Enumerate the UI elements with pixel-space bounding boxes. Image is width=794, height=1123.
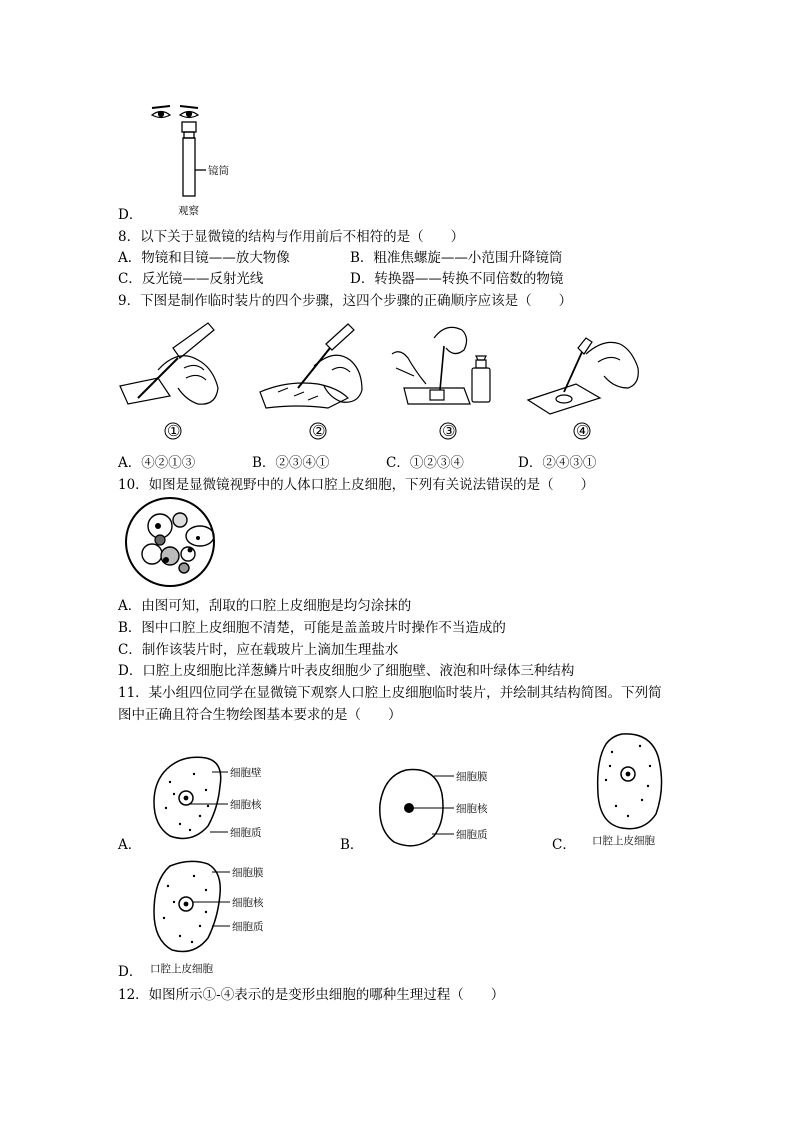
q11-option-a: A． [118,837,142,853]
q9-option-c: C．①②③④ [386,455,464,471]
q9-option-b: B．②③④① [252,455,330,471]
step-2-figure [258,318,378,448]
q9-option-a: A．④②①③ [118,455,196,471]
q9-option-d: D．②④③① [518,455,597,471]
cell-figure-c [588,730,678,850]
q11-option-c: C． [552,837,576,853]
fig-a-label-3: 细胞质 [230,827,262,839]
q11-stem-line1: 11．某小组四位同学在显微镜下观察人口腔上皮细胞临时装片，并绘制其结构简图。下列简 [118,685,662,701]
q10-option-b: B．图中口腔上皮细胞不清楚，可能是盖盖玻片时操作不当造成的 [118,620,506,636]
q8-option-d: D．转换器——转换不同倍数的物镜 [350,271,564,287]
fig-b-label-1: 细胞膜 [456,771,488,783]
q11-stem-line2: 图中正确且符合生物绘图基本要求的是（ ） [118,707,402,723]
step-3-figure [390,318,510,448]
fig-d-label-1: 细胞膜 [232,867,264,879]
microscope-field-figure [118,496,228,592]
cell-figure-a [150,752,280,848]
step-3-label: ③ [442,422,456,440]
q7-option-d: D． [118,207,143,223]
tube-label: 镜筒 [208,165,229,177]
q10-stem: 10．如图是显微镜视野中的人体口腔上皮细胞，下列有关说法错误的是（ ） [118,477,595,493]
q8-option-a: A．物镜和目镜——放大物像 [118,250,290,266]
observation-caption: 观察 [178,205,199,217]
fig-d-caption: 口腔上皮细胞 [150,963,213,975]
q10-option-d: D．口腔上皮细胞比洋葱鳞片叶表皮细胞少了细胞壁、液泡和叶绿体三种结构 [118,663,575,679]
step-1-figure [118,318,238,448]
eyes-icon [152,106,198,118]
fig-d-label-2: 细胞核 [232,897,264,909]
q8-option-b: B．粗准焦螺旋——小范围升降镜筒 [350,250,563,266]
q12-stem: 12．如图所示①-④表示的是变形虫细胞的哪种生理过程（ ） [118,987,505,1003]
fig-c-caption: 口腔上皮细胞 [592,835,655,847]
q8-option-c: C．反光镜——反射光线 [118,271,264,287]
q10-option-a: A．由图可知，刮取的口腔上皮细胞是均匀涂抹的 [118,598,412,614]
step-1-label: ① [167,422,181,440]
q11-option-b: B． [340,837,364,853]
cell-figure-b [376,764,506,854]
q8-stem: 8．以下关于显微镜的结构与作用前后不相符的是（ ） [118,229,465,245]
observation-figure [140,98,250,218]
microscope-tube-icon [182,122,206,196]
cell-figure-d [150,858,280,978]
fig-a-label-2: 细胞核 [230,799,262,811]
fig-b-label-3: 细胞质 [456,829,488,841]
step-4-figure [520,318,650,448]
step-4-label: ④ [576,422,590,440]
step-2-label: ② [312,422,326,440]
fig-b-label-2: 细胞核 [456,803,488,815]
q10-option-c: C．制作该装片时，应在载玻片上滴加生理盐水 [118,642,399,658]
q9-stem: 9．下图是制作临时装片的四个步骤，这四个步骤的正确顺序应该是（ ） [118,293,573,309]
fig-a-label-1: 细胞壁 [230,767,262,779]
q11-option-d: D． [118,964,143,980]
fig-d-label-3: 细胞质 [232,921,264,933]
